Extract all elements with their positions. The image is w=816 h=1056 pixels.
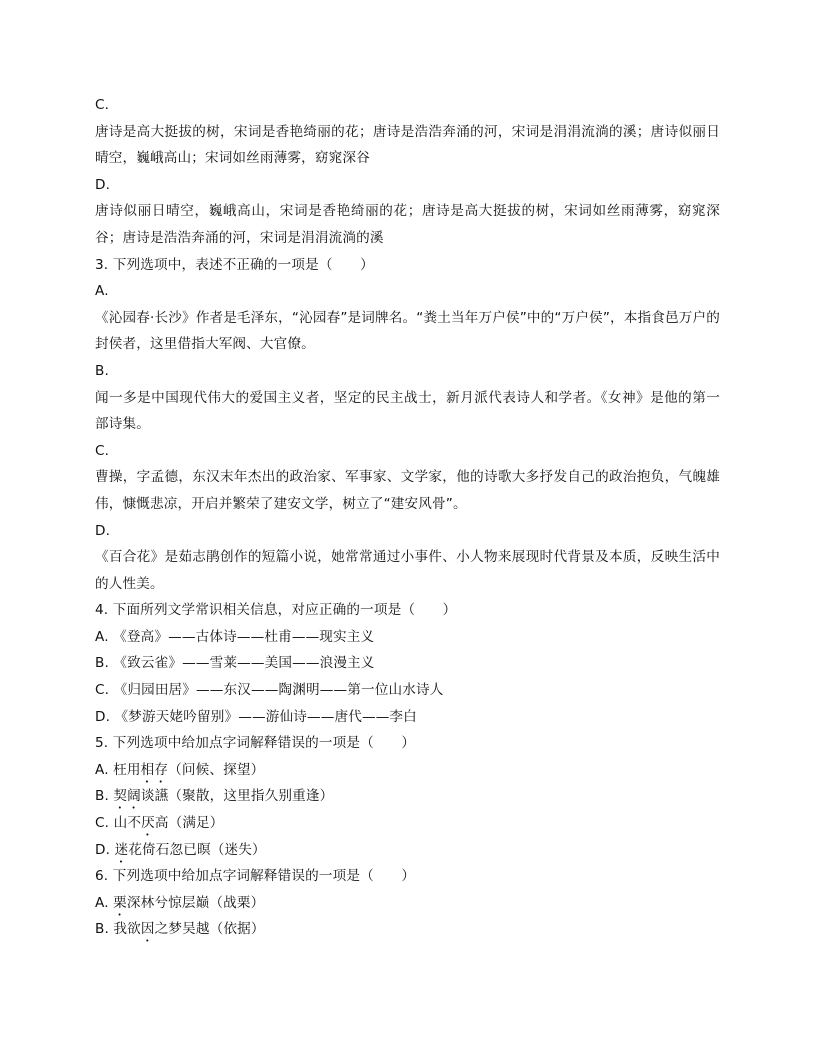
option-suffix: （问候、探望） [168,761,265,778]
q3-option-b-label[interactable]: B. [95,362,109,379]
q4-option-b[interactable]: B. 《致云雀》——雪莱——美国——浪漫主义 [95,655,375,672]
q4-option-a[interactable]: A. 《登高》——古体诗——杜甫——现实主义 [95,628,375,645]
q3-option-c-label[interactable]: C. [95,442,110,459]
option-suffix: 谈讌（聚散，这里指久别重逢） [140,788,334,805]
option-suffix: 深林兮惊层巅（战栗） [126,894,265,911]
q5-option-d[interactable] [95,837,720,864]
dotted-word: 迷 [114,841,129,858]
option-prefix: A. [95,894,114,911]
q6-option-b[interactable] [95,916,720,943]
q6-stem: 6. 下列选项中给加点字词解释错误的一项是（ ） [95,868,416,885]
document-page [95,92,720,943]
dotted-word: 因 [140,921,155,938]
q2-option-d-text: 唐诗似丽日晴空，巍峨高山，宋词是香艳绮丽的花；唐诗是高大挺拔的树，宋词如丝雨薄雾，窈窕深谷；唐诗是浩浩奔涌的河，宋词是涓涓流淌的溪 [95,203,720,246]
q6-option-a[interactable] [95,890,720,917]
option-prefix: A. 枉用 [95,761,141,778]
q2-option-c-text: 唐诗是高大挺拔的树，宋词是香艳绮丽的花；唐诗是浩浩奔涌的河，宋词是涓涓流淌的溪；唐诗似丽日晴空，巍峨高山；宋词如丝雨薄雾，窈窕深谷 [95,123,720,167]
q2-option-c-label[interactable]: C. [95,97,110,113]
q3-stem: 3. 下列选项中，表述不正确的一项是（ ） [95,256,374,273]
option-prefix: D. [95,841,115,858]
dotted-word: 厌 [141,815,155,832]
q4-option-d[interactable]: D. 《梦游天姥吟留别》——游仙诗——唐代——李白 [95,708,417,725]
q3-option-a-label[interactable]: A. [95,283,109,300]
option-suffix: 之梦吴越（依据） [154,921,265,938]
q4-stem: 4. 下面所列文学常识相关信息，对应正确的一项是（ ） [95,602,457,619]
dotted-word: 栗 [113,894,127,911]
q2-option-d-label[interactable]: D. [95,176,111,193]
option-suffix: 高（满足） [154,815,224,832]
q5-stem: 5. 下列选项中给加点字词解释错误的一项是（ ） [95,735,416,752]
option-suffix: 花倚石忽已暝（迷失） [128,841,266,858]
q3-option-b-text: 闻一多是中国现代伟大的爱国主义者，坚定的民主战士，新月派代表诗人和学者。《女神》是他的第一部诗集。 [95,389,720,433]
option-prefix: C. 山不 [95,815,142,832]
q3-option-d-label[interactable]: D. [95,522,111,539]
dotted-word: 相存 [140,761,169,778]
q5-option-c[interactable] [95,810,720,837]
option-prefix: B. 我欲 [95,921,141,938]
q5-option-a[interactable] [95,757,720,784]
q3-option-c-text: 曹操，字孟德，东汉末年杰出的政治家、军事家、文学家，他的诗歌大多抒发自己的政治抱负，气魄雄伟，慷慨悲凉，开启并繁荣了建安文学，树立了“建安风骨”。 [95,469,720,512]
option-prefix: B. [95,788,114,805]
dotted-word: 契阔 [113,788,141,805]
q5-option-b[interactable] [95,783,720,810]
q3-option-a-text: 《沁园春·长沙》作者是毛泽东，“沁园春”是词牌名。“粪土当年万户侯”中的“万户侯”，本指食邑万户的封侯者，这里借指大军阀、大官僚。 [95,309,720,353]
q4-option-c[interactable]: C. 《归园田居》——东汉——陶渊明——第一位山水诗人 [95,682,444,699]
q3-option-d-text: 《百合花》是茹志鹃创作的短篇小说，她常常通过小事件、小人物来展现时代背景及本质，反映生活中的人性美。 [95,549,720,592]
